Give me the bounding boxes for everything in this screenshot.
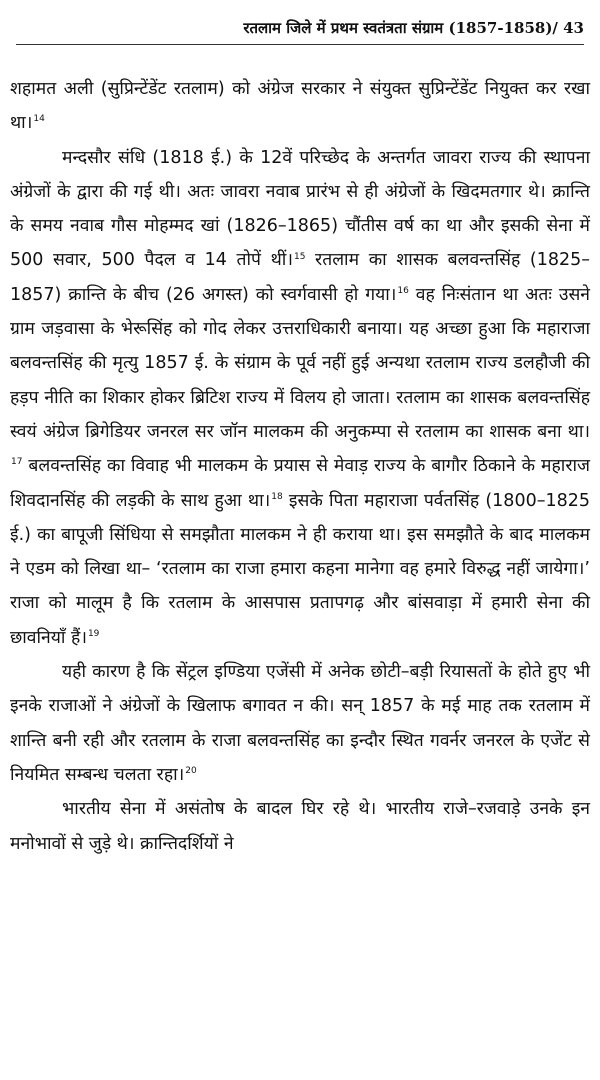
footnote-marker: 16 [397,285,409,296]
page-header [10,14,590,50]
text-segment: वह निःसंतान था अतः उसने ग्राम जड़वासा के भेरूसिंह को गोद लेकर उत्तराधिकारी बनाया। यह अच्छा हुआ कि महाराजा बलवन्तसिंह की मृत्यु 1857 ई. के संग्राम के पूर्व नहीं हुई अन्यथा रतलाम राज्य डलहौजी की हड़प नीति का शिकार होकर ब्रिटिश राज्य में विलय हो जाता। रतलाम का शासक बलवन्तसिंह स्वयं अंग्रेज ब्रिगेडियर जनरल सर जॉन मालकम की अनुकम्पा से रतलाम का शासक बना था। [10,284,590,442]
text-segment: शहामत अली (सुप्रिन्टेंडेंट रतलाम) को अंग्रेज सरकार ने संयुक्त सुप्रिन्टेंडेंट नियुक्त कर रखा था। [10,79,590,134]
footnote-marker: 20 [185,766,197,777]
paragraph [10,792,590,861]
footnote-marker: 17 [11,457,23,468]
text-segment: रतलाम का शासक बलवन्तसिंह (1825–1857) क्रान्ति के बीच (26 अगस्त) को स्वर्गवासी हो गया। [10,250,590,305]
footnote-marker: 14 [33,114,45,125]
text-segment: यही कारण है कि सेंट्रल इण्डिया एजेंसी में अनेक छोटी–बड़ी रियासतों के होते हुए भी इनके राजाओं ने अंग्रेजों के खिलाफ बगावत न की। सन् 1857 के मई माह तक रतलाम में शान्ति बनी रही और रतलाम के राजा बलवन्तसिंह का इन्दौर स्थित गवर्नर जनरल के एजेंट से नियमित सम्बन्ध चलता रहा। [10,662,590,785]
footnote-marker: 18 [271,491,283,502]
text-segment: भारतीय सेना में असंतोष के बादल घिर रहे थे। भारतीय राजे–रजवाड़े उनके इन मनोभावों से जुड़े थे। क्रान्तिदर्शियों ने [10,799,590,854]
text-segment: बलवन्तसिंह का विवाह भी मालकम के प्रयास से मेवाड़ राज्य के बागौर ठिकाने के महाराज शिवदानसिंह की लड़की के साथ हुआ था। [10,456,590,511]
running-head: रतलाम जिले में प्रथम स्वतंत्रता संग्राम (1857-1858)/ 43 [243,19,584,37]
paragraph [10,141,590,655]
header-rule [16,44,584,45]
paragraph [10,655,590,792]
body-text [10,72,590,861]
text-segment: मन्दसौर संधि (1818 ई.) के 12वें परिच्छेद के अन्तर्गत जावरा राज्य की स्थापना अंग्रेजों के द्वारा की गई थी। अतः जावरा नवाब प्रारंभ से ही अंग्रेजों के खिदमतगार थे। क्रान्ति के समय नवाब गौस मोहम्मद खां (1826–1865) चौंतीस वर्ष का था और इसकी सेना में 500 सवार, 500 पैदल व 14 तोपें थीं। [10,147,590,271]
footnote-marker: 15 [293,251,306,262]
text-segment: इसके पिता महाराजा पर्वतसिंह (1800–1825 ई.) का बापूजी सिंधिया से समझौता मालकम ने ही कराया था। इस समझौते के बाद मालकम ने एडम को लिखा था– ‘रतलाम का राजा हमारा कहना मानेगा वह हमारे विरुद्ध नहीं जायेगा।’ राजा को मालूम है कि रतलाम के आसपास प्रतापगढ़ और बांसवाड़ा में हमारी सेना की छावनियाँ हैं। [10,490,590,648]
footnote-marker: 19 [87,628,100,639]
paragraph [10,72,590,141]
